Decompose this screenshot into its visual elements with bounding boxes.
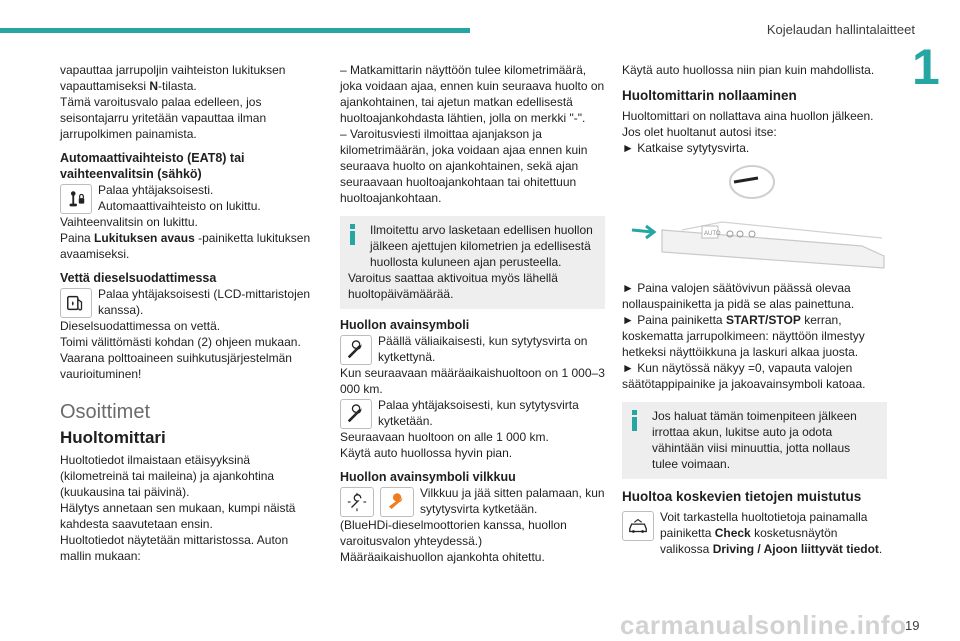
page-number: 19 [905, 618, 920, 633]
text: vapauttaa jarrupoljin vaihteiston lukituksen vapauttamiseksi [60, 63, 286, 93]
eat8-icon-text: Palaa yhtäjaksoisesti. [98, 183, 214, 197]
text: Paina [60, 231, 95, 245]
text: . [878, 542, 883, 556]
recall-icon-row [622, 509, 887, 557]
key-heading: Huollon avainsymboli [340, 318, 470, 332]
diesel-icon-text: Palaa yhtäjaksoisesti (LCD-mittaristojen kanssa). [98, 287, 311, 317]
wrench-icon [340, 399, 372, 429]
text-bold: START/STOP [725, 313, 801, 327]
info-note [340, 216, 605, 309]
reset-step3 [622, 312, 887, 360]
service-p3: Huoltotiedot näytetään mittaristossa. Auton mallin mukaan: [60, 533, 289, 563]
blink-heading: Huollon avainsymboli vilkkuu [340, 470, 516, 484]
dash-item: – Matkamittarin näyttöön tulee kilometrimäärä, joka voidaan ajaa, ennen kuin seuraava huolto on ajankohtainen, tai ajetun matkan edellisestä huoltoajankohdasta lähtien, jolla on merkki "-". [340, 63, 605, 125]
eat8-icon-row [60, 182, 315, 214]
wrench-orange-icon [380, 487, 414, 517]
service-heading: Huoltomittari [60, 428, 166, 447]
text: edellisestä huollosta kuluneen ajan [370, 239, 591, 269]
key-icon-row [340, 397, 605, 429]
text-bold: Lukituksen avaus [94, 231, 195, 245]
wrench-blink-icon [340, 487, 374, 517]
diesel-line3: Toimi välittömästi kohdan (2) ohjeen mukaan. [60, 335, 301, 349]
note-text: Jos haluat tämän toimenpiteen jälkeen irrottaa akun, lukitse auto ja odota vähintään viisi minuuttia, jotta nollaus tulee voimaan. [652, 409, 857, 471]
text: kosketusnäytön valikossa [660, 526, 838, 556]
gear-lever-lock-icon [60, 184, 92, 214]
lever-illustration [622, 160, 887, 280]
header-section-title: Kojelaudan hallintalaitteet [766, 22, 915, 37]
chapter-number: 1 [912, 39, 940, 95]
reset-step4: ► Kun näytössä näkyy =0, vapauta valojen säätötappipainike ja jakoavainsymboli katoaa. [622, 361, 866, 391]
reset-heading: Huoltomittarin nollaaminen [622, 88, 797, 103]
lever-auto-label: AUTO [704, 231, 721, 237]
column-3 [622, 62, 887, 557]
text: Ilmoitettu arvo lasketaan edellisen huollon jälkeen ajettujen kilometrien ja [370, 223, 593, 253]
key-line4: Seuraavaan huoltoon on alle 1 000 km. [340, 430, 549, 444]
top-accent-bar [0, 28, 470, 33]
text-bold: Check [714, 526, 751, 540]
wrench-icon [340, 335, 372, 365]
key-text: Päällä väliaikaisesti, kun sytytysvirta on kytkettynä. [378, 334, 588, 364]
info-icon [350, 224, 355, 245]
blink-line2: (BlueHDi-dieselmoottorien kanssa, huollon varoitusvalon yhteydessä.) [340, 518, 567, 548]
service-p2: Hälytys annetaan sen mukaan, kumpi näistä kahdesta saavutetaan ensin. [60, 501, 296, 531]
reset-step2: ► Paina valojen säätövivun päässä olevaa nollauspainiketta ja pidä se alas painettuna. [622, 281, 855, 311]
key-icon-row [340, 333, 605, 365]
column-1 [60, 62, 315, 564]
watermark: carmanualsonline.info [620, 610, 907, 640]
reset-step1: ► Katkaise sytytysvirta. [622, 141, 750, 155]
eat8-line2: Automaattivaihteisto on lukittu. [98, 199, 261, 213]
diesel-heading: Vettä dieselsuodattimessa [60, 271, 217, 285]
info-note [622, 402, 887, 479]
car-service-icon [622, 511, 654, 541]
service-p1: Huoltotiedot ilmaistaan etäisyyksinä (kilometreinä tai maileina) ja ajankohtina (kuukausina tai päivinä). [60, 453, 275, 499]
text: -painiketta lukituksen avaamiseksi. [60, 231, 311, 261]
text: ► Paina painiketta [622, 313, 726, 327]
key-text: Palaa yhtäjaksoisesti, kun sytytysvirta kytketään. [378, 398, 579, 428]
recall-text [660, 509, 887, 557]
diesel-icon-row [60, 286, 315, 318]
info-icon [632, 410, 637, 431]
column-2 [340, 62, 605, 565]
note-text: Varoitus saattaa aktivoitua myös lähellä huoltopäivämäärää. [348, 271, 558, 301]
blink-text: Vilkkuu ja jää sitten palamaan, kun sytytysvirta kytketään. [420, 486, 605, 516]
diesel-line4: Vaarana polttoaineen suihkutusjärjestelmän vaurioituminen! [60, 351, 292, 381]
text-bold: N [149, 79, 159, 93]
paragraph: Tämä varoitusvalo palaa edelleen, jos seisontajarru yritetään vapauttaa ilman jarrupolkimen painamista. [60, 95, 267, 141]
eat8-heading: Automaattivaihteisto (EAT8) tai vaihteenvalitsin (sähkö) [60, 151, 245, 181]
diesel-water-icon [60, 288, 92, 318]
eat8-line3: Vaihteenvalitsin on lukittu. [60, 215, 198, 229]
key-line2: Kun seuraavaan määräaikaishuoltoon on 1 000–3 000 km. [340, 366, 605, 396]
blink-icon-row [340, 485, 605, 517]
text: Voit tarkastella huoltotietoja painamalla painiketta [660, 510, 868, 540]
text: perusteella. [499, 255, 562, 269]
recall-heading: Huoltoa koskevien tietojen muistutus [622, 489, 862, 504]
paragraph [60, 62, 315, 94]
reset-p2: Jos olet huoltanut autosi itse: [622, 125, 777, 139]
dash-item: – Varoitusviesti ilmoittaa ajanjakson ja kilometrimäärän, joka voidaan ajaa ennen kuin seuraava huolto on ajankohtainen, sekä ajan seuraavaan huoltoajankohtaan tai ohitettuun huoltoajankohtaan. [340, 127, 588, 205]
key-line5: Käytä auto huollossa hyvin pian. [340, 446, 513, 460]
text: kerran, koskematta jarrupolkimeen: näyttöön ilmestyy hetkeksi näyttöikkuna ja laskuri alkaa juosta. [622, 313, 865, 359]
reset-p1: Huoltomittari on nollattava aina huollon jälkeen. [622, 109, 874, 123]
text-bold: Driving / Ajoon liittyvät tiedot [712, 542, 879, 556]
text: -tilasta. [158, 79, 197, 93]
blink-line3: Määräaikaishuollon ajankohta ohitettu. [340, 550, 545, 564]
diesel-line2: Dieselsuodattimessa on vettä. [60, 319, 221, 333]
eat8-line4 [60, 230, 315, 262]
paragraph: Käytä auto huollossa niin pian kuin mahdollista. [622, 63, 875, 77]
section-heading: Osoittimet [60, 401, 151, 423]
note-text [348, 222, 597, 270]
